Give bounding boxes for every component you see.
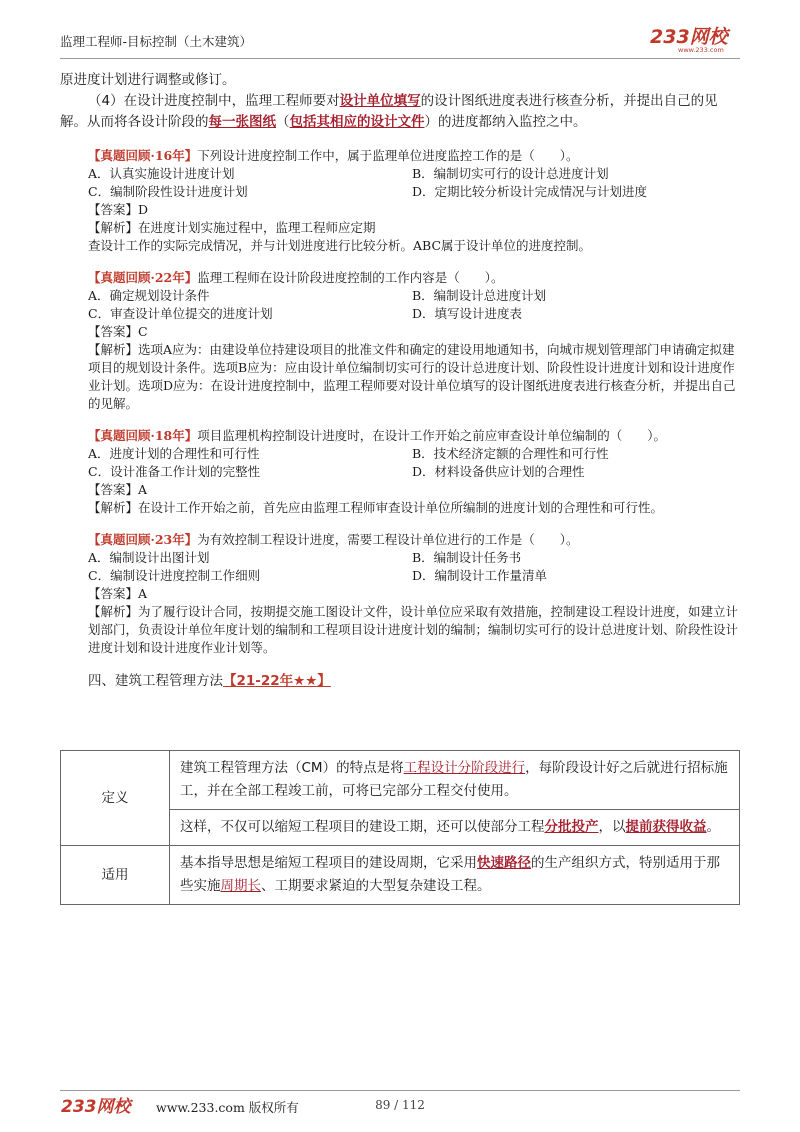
page-content [60, 70, 740, 705]
question-text: 为有效控制工程设计进度，需要工程设计单位进行的工作是（ ）。 [197, 532, 579, 547]
row-label-applicable: 适用 [61, 846, 170, 905]
intro-line: 原进度计划进行调整或修订。 [60, 72, 236, 88]
option-c: C．审查设计单位提交的进度计划 [88, 306, 273, 321]
question-block [88, 531, 740, 657]
definition-cell-1 [170, 751, 740, 810]
definition-cell-2 [170, 810, 740, 846]
question-tag: 【真题回顾·23年】 [88, 532, 198, 547]
question-options [88, 445, 740, 481]
question-text: 监理工程师在设计阶段进度控制的工作内容是（ ）。 [197, 270, 504, 285]
question-tag: 【真题回顾·22年】 [88, 270, 198, 285]
question-options [88, 549, 740, 585]
answer: 【答案】C [88, 324, 148, 339]
point-4-text-3: ）的进度都纳入监控之中。 [424, 114, 587, 130]
question-tag: 【真题回顾·16年】 [88, 148, 198, 163]
logo-subtext: www.233.com [678, 46, 724, 54]
point-4-paren: （ [276, 114, 290, 130]
option-a: A．确定规划设计条件 [88, 288, 210, 303]
page-header [60, 20, 740, 59]
explanation: 【解析】为了履行设计合同，按期提交施工图设计文件，设计单位应采取有效措施，控制建设工程设计进度，如建立计划部门，负责设计单位年度计划的编制和工程项目设计进度计划的编制；编制切实可行的设计总进度计划、阶段性设计进度计划和设计进度作业计划等。 [88, 604, 739, 655]
cell-text: 的生产组织方式，特别适用于那些实施 [180, 855, 720, 894]
answer: 【答案】A [88, 482, 148, 497]
cell-text: ，每阶段设计好之后就进行招标施工，并在全部工程竣工前，可将已完部分工程交付使用。 [180, 760, 728, 799]
option-c: C．编制阶段性设计进度计划 [88, 184, 248, 199]
page-footer [60, 1090, 740, 1119]
question-stem [88, 269, 740, 287]
highlight-early-revenue: 提前获得收益 [625, 819, 707, 835]
explanation: 【解析】在设计工作开始之前，首先应由监理工程师审查设计单位所编制的进度计划的合理性和可行性。 [88, 500, 664, 515]
explanation-continued: 查设计工作的实际完成情况，并与计划进度进行比较分析。ABC属于设计单位的进度控制。 [88, 238, 592, 253]
question-text: 项目监理机构控制设计进度时，在设计工作开始之前应审查设计单位编制的（ ）。 [197, 428, 667, 443]
applicable-cell [170, 846, 740, 905]
option-b: B．编制切实可行的设计总进度计划 [412, 166, 609, 181]
explanation: 【解析】在进度计划实施过程中，监理工程师应定期 [88, 220, 376, 235]
question-block [88, 269, 740, 413]
question-stem [88, 427, 740, 445]
answer: 【答案】D [88, 202, 149, 217]
option-b: B．编制设计总进度计划 [412, 288, 547, 303]
highlight-phased-design: 工程设计分阶段进行 [403, 760, 526, 776]
question-text: 下列设计进度控制工作中，属于监理单位进度监控工作的是（ ）。 [197, 148, 579, 163]
option-a: A．进度计划的合理性和可行性 [88, 446, 260, 461]
section-tag: 【21-22年★★】 [223, 673, 331, 689]
cell-text: ，以 [598, 819, 626, 835]
question-stem [88, 147, 740, 165]
cell-text: 建筑工程管理方法（CM）的特点是将 [180, 760, 404, 776]
highlight-design-docs: 包括其相应的设计文件 [289, 114, 425, 130]
question-options [88, 165, 740, 201]
table-row [61, 846, 740, 905]
question-block [88, 147, 740, 255]
section-heading [88, 671, 740, 691]
highlight-design-unit: 设计单位填写 [339, 93, 421, 109]
highlight-each-drawing: 每一张图纸 [208, 114, 276, 130]
page-number: 89 / 112 [375, 1098, 425, 1112]
option-a: A．编制设计出图计划 [88, 550, 210, 565]
explanation: 【解析】选项A应为：由建设单位持建设项目的批准文件和确定的建设用地通知书，向城市规划管理部门申请确定拟建项目的规划设计条件。选项B应为：应由设计单位编制切实可行的设计总进度计划、阶段性设计进度计划和设计进度作业计划。选项D应为：在设计进度控制中，监理工程师要对设计单位填写的设计图纸进度表进行核查分析，并提出自己的见解。 [88, 342, 736, 411]
highlight-batch-production: 分批投产 [544, 819, 599, 835]
row-label-definition: 定义 [61, 751, 170, 846]
question-stem [88, 531, 740, 549]
option-a: A．认真实施设计进度计划 [88, 166, 235, 181]
answer: 【答案】A [88, 586, 148, 601]
option-b: B．编制设计任务书 [412, 550, 522, 565]
logo-text: 233网校 [650, 26, 728, 48]
point-4-text-2: 的设计图纸进度表进行核查分析，并提出自己的见解。从而将各设计阶段的 [60, 93, 718, 130]
cell-text: 、工期要求紧迫的大型复杂建设工程。 [261, 878, 491, 894]
footer-copyright: www.233.com 版权所有 [156, 1100, 299, 1115]
cell-text: 。 [706, 819, 720, 835]
option-b: B．技术经济定额的合理性和可行性 [412, 446, 609, 461]
point-4-text: （4）在设计进度控制中，监理工程师要对 [88, 93, 340, 109]
highlight-long-cycle: 周期长 [220, 878, 261, 894]
option-d: D．编制设计工作量清单 [412, 568, 548, 583]
cm-method-table [60, 750, 740, 905]
cell-text: 基本指导思想是缩短工程项目的建设周期，它采用 [180, 855, 477, 871]
question-block [88, 427, 740, 517]
option-d: D．填写设计进度表 [412, 306, 523, 321]
option-c: C．编制设计进度控制工作细则 [88, 568, 261, 583]
option-c: C．设计准备工作计划的完整性 [88, 464, 261, 479]
header-title: 监理工程师-目标控制（土木建筑） [60, 34, 253, 49]
point-4-paragraph [60, 91, 740, 133]
question-tag: 【真题回顾·18年】 [88, 428, 198, 443]
table-row [61, 751, 740, 810]
option-d: D．材料设备供应计划的合理性 [412, 464, 585, 479]
section-title: 四、建筑工程管理方法 [88, 673, 223, 689]
footer-logo-text: 233网校 [61, 1097, 131, 1117]
question-options [88, 287, 740, 323]
cell-text: 这样，不仅可以缩短工程项目的建设工期，还可以使部分工程 [180, 819, 545, 835]
brand-logo [648, 24, 740, 54]
option-d: D．定期比较分析设计完成情况与计划进度 [412, 184, 648, 199]
highlight-fast-track: 快速路径 [477, 855, 531, 871]
